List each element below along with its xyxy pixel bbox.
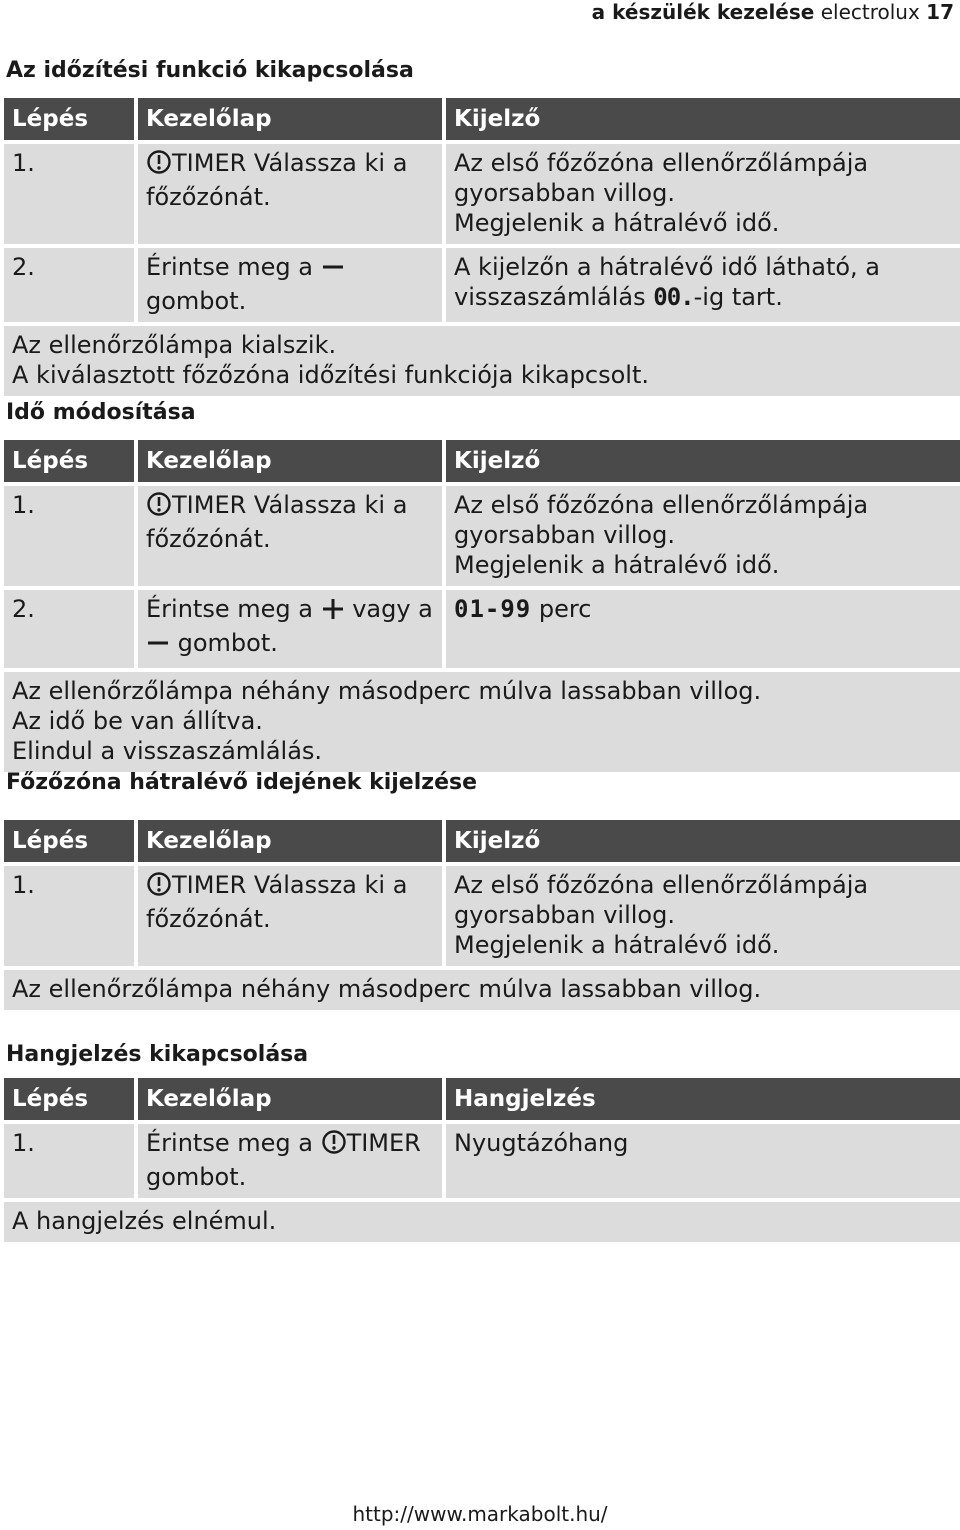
display-cell xyxy=(446,144,960,248)
panel-text: Érintse meg a xyxy=(146,595,321,623)
section-title-remaining-time: Főzőzóna hátralévő idejének kijelzése xyxy=(6,770,478,795)
timer-label: TIMER xyxy=(172,149,247,177)
panel-text: Válassza ki a főzőzónát. xyxy=(146,871,408,933)
display-text: -ig tart. xyxy=(693,283,783,311)
note-line: A kiválasztott főzőzóna időzítési funkciója kikapcsolt. xyxy=(12,361,650,389)
section-title-timer-off: Az időzítési funkció kikapcsolása xyxy=(6,58,414,83)
footer-url: http://www.markabolt.hu/ xyxy=(352,1502,608,1526)
sound-cell: Nyugtázóhang xyxy=(446,1124,960,1202)
minus-icon xyxy=(146,631,170,662)
note-line: Az ellenőrzőlámpa néhány másodperc múlva lassabban villog. xyxy=(12,677,762,705)
panel-text: Válassza ki a főzőzónát. xyxy=(146,491,408,553)
col-step: Lépés xyxy=(4,820,138,866)
col-step: Lépés xyxy=(4,440,138,486)
note-cell xyxy=(4,672,960,776)
table-note-row xyxy=(4,1202,960,1246)
display-line: gyorsabban villog. xyxy=(454,901,675,929)
note-line: Az idő be van állítva. xyxy=(12,707,263,735)
col-panel: Kezelőlap xyxy=(138,98,446,144)
display-cell xyxy=(446,486,960,590)
display-line: Az első főzőzóna ellenőrzőlámpája xyxy=(454,149,869,177)
display-line: Megjelenik a hátralévő idő. xyxy=(454,931,780,959)
minus-icon xyxy=(321,255,345,286)
panel-text: Érintse meg a xyxy=(146,253,321,281)
header-section: a készülék kezelése xyxy=(591,0,815,24)
table-row xyxy=(4,1124,960,1202)
panel-cell xyxy=(138,1124,446,1202)
timer-icon xyxy=(146,871,172,904)
display-text: visszaszámlálás xyxy=(454,283,654,311)
timer-icon xyxy=(146,149,172,182)
page-number: 17 xyxy=(926,0,954,24)
panel-text: Érintse meg a xyxy=(146,1129,321,1157)
col-display: Kijelző xyxy=(446,98,960,144)
page-header xyxy=(592,0,954,24)
display-line: Megjelenik a hátralévő idő. xyxy=(454,209,780,237)
panel-text: Válassza ki a főzőzónát. xyxy=(146,149,408,211)
col-display: Kijelző xyxy=(446,440,960,486)
table-header-row xyxy=(4,1078,960,1124)
panel-cell xyxy=(138,590,446,672)
header-brand: electrolux xyxy=(820,0,920,24)
note-line: Elindul a visszaszámlálás. xyxy=(12,737,323,765)
table-sound-off xyxy=(4,1078,960,1246)
col-panel: Kezelőlap xyxy=(138,1078,446,1124)
panel-text: gombot. xyxy=(170,629,278,657)
step-number: 1. xyxy=(4,486,138,590)
display-cell xyxy=(446,590,960,672)
col-step: Lépés xyxy=(4,98,138,144)
table-row xyxy=(4,486,960,590)
timer-label: TIMER xyxy=(172,871,247,899)
table-row xyxy=(4,248,960,326)
table-header-row xyxy=(4,440,960,486)
step-number: 1. xyxy=(4,144,138,248)
table-row xyxy=(4,144,960,248)
display-line: Megjelenik a hátralévő idő. xyxy=(454,551,780,579)
table-note-row xyxy=(4,326,960,400)
timer-label: TIMER xyxy=(172,491,247,519)
segment-display: 01-99 xyxy=(454,595,532,623)
timer-icon xyxy=(321,1129,347,1162)
timer-label: TIMER xyxy=(346,1129,421,1157)
table-row xyxy=(4,866,960,970)
section-title-time-change: Idő módosítása xyxy=(6,400,196,425)
col-display: Kijelző xyxy=(446,820,960,866)
col-sound: Hangjelzés xyxy=(446,1078,960,1124)
display-line: Az első főzőzóna ellenőrzőlámpája xyxy=(454,871,869,899)
step-number: 1. xyxy=(4,1124,138,1202)
note-line: A hangjelzés elnémul. xyxy=(12,1207,277,1235)
table-note-row xyxy=(4,970,960,1014)
display-cell xyxy=(446,866,960,970)
col-panel: Kezelőlap xyxy=(138,440,446,486)
segment-display: 00. xyxy=(653,283,694,311)
table-remaining-time xyxy=(4,820,960,1014)
step-number: 2. xyxy=(4,248,138,326)
panel-cell xyxy=(138,866,446,970)
note-line: Az ellenőrzőlámpa néhány másodperc múlva lassabban villog. xyxy=(12,975,762,1003)
display-line: Az első főzőzóna ellenőrzőlámpája xyxy=(454,491,869,519)
col-panel: Kezelőlap xyxy=(138,820,446,866)
col-step: Lépés xyxy=(4,1078,138,1124)
panel-text: vagy a xyxy=(344,595,433,623)
step-number: 1. xyxy=(4,866,138,970)
table-note-row xyxy=(4,672,960,776)
note-line: Az ellenőrzőlámpa kialszik. xyxy=(12,331,337,359)
plus-icon xyxy=(321,597,345,628)
table-time-change xyxy=(4,440,960,776)
panel-cell xyxy=(138,248,446,326)
section-title-sound-off: Hangjelzés kikapcsolása xyxy=(6,1042,309,1067)
panel-cell xyxy=(138,144,446,248)
table-header-row xyxy=(4,820,960,866)
note-cell xyxy=(4,1202,960,1246)
display-line xyxy=(454,282,952,312)
display-line: gyorsabban villog. xyxy=(454,521,675,549)
display-unit: perc xyxy=(531,595,592,623)
timer-icon xyxy=(146,491,172,524)
display-line: A kijelzőn a hátralévő idő látható, a xyxy=(454,253,880,281)
note-cell xyxy=(4,970,960,1014)
display-line: gyorsabban villog. xyxy=(454,179,675,207)
panel-cell xyxy=(138,486,446,590)
panel-text: gombot. xyxy=(146,287,247,315)
note-cell xyxy=(4,326,960,400)
panel-text: gombot. xyxy=(146,1163,247,1191)
table-timer-off xyxy=(4,98,960,400)
display-cell xyxy=(446,248,960,326)
step-number: 2. xyxy=(4,590,138,672)
table-header-row xyxy=(4,98,960,144)
table-row xyxy=(4,590,960,672)
